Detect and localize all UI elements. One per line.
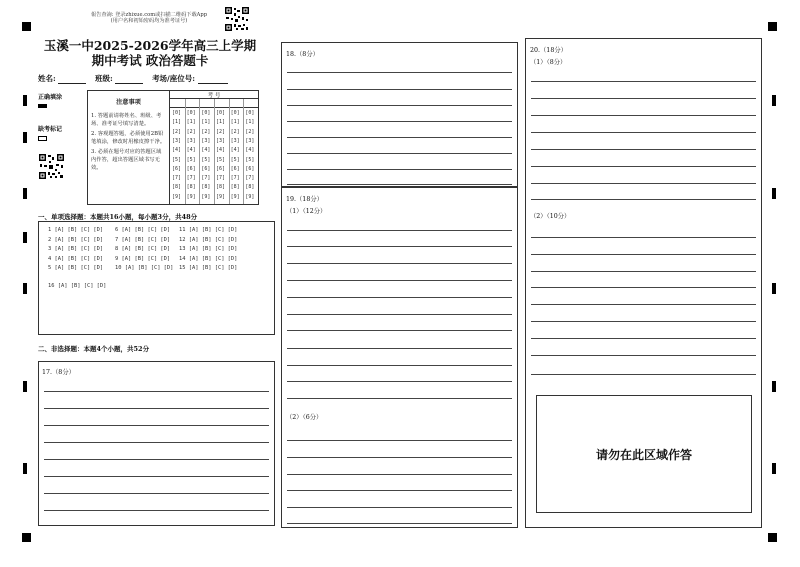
answer-line[interactable] bbox=[44, 510, 269, 511]
answer-line[interactable] bbox=[531, 271, 756, 272]
choice-item[interactable]: 1 [A] [B] [C] [D] bbox=[48, 227, 104, 233]
q19-answer-box[interactable] bbox=[281, 187, 518, 528]
exam-number-bubble[interactable]: [6] bbox=[245, 165, 255, 172]
exam-number-bubble[interactable]: [3] bbox=[230, 137, 240, 144]
answer-line[interactable] bbox=[287, 121, 512, 122]
answer-line[interactable] bbox=[287, 105, 512, 106]
exam-number-bubble[interactable]: [0] bbox=[186, 110, 196, 116]
exam-number-bubble[interactable]: [9] bbox=[201, 193, 211, 200]
timing-mark bbox=[23, 188, 27, 199]
exam-number-bubble[interactable]: [3] bbox=[186, 137, 196, 144]
qr-code-student bbox=[38, 153, 65, 180]
exam-number-bubble[interactable]: [1] bbox=[230, 119, 240, 126]
choice-item[interactable]: 14 [A] [B] [C] [D] bbox=[179, 255, 238, 262]
exam-number-bubble[interactable]: [8] bbox=[186, 184, 196, 191]
notes-item-1: 1. 答题前请将姓名、班级、考场、准考证号填写清楚。 bbox=[91, 113, 162, 127]
exam-number-grid[interactable] bbox=[170, 108, 258, 204]
exam-number-bubble[interactable]: [7] bbox=[245, 175, 255, 182]
exam-number-bubble[interactable]: [1] bbox=[245, 119, 255, 126]
qr-code-top bbox=[224, 6, 250, 32]
choice-item[interactable]: 7 [A] [B] [C] [D] bbox=[115, 236, 171, 243]
timing-mark bbox=[23, 232, 27, 243]
exam-number-bubble[interactable]: [8] bbox=[216, 184, 226, 191]
registration-mark-top-left bbox=[22, 22, 31, 31]
exam-number-heading: 考 号 bbox=[170, 91, 258, 99]
exam-title bbox=[40, 38, 260, 68]
exam-number-bubble[interactable]: [4] bbox=[172, 147, 182, 154]
exam-number-column-divider bbox=[229, 99, 230, 204]
exam-number-bubble[interactable]: [1] bbox=[186, 119, 196, 126]
answer-line[interactable] bbox=[44, 459, 269, 460]
answer-line[interactable] bbox=[287, 348, 512, 349]
q20-answer-box[interactable] bbox=[525, 38, 762, 528]
exam-title-line1: 玉溪一中2025-2026学年高三上学期 bbox=[43, 38, 257, 53]
answer-line[interactable] bbox=[531, 321, 756, 322]
answer-line[interactable] bbox=[531, 183, 756, 184]
q19-part1-label: （1）（12分） bbox=[286, 208, 327, 215]
exam-number-bubble[interactable]: [5] bbox=[216, 156, 226, 163]
timing-mark bbox=[772, 381, 776, 392]
exam-number-bubble[interactable]: [5] bbox=[172, 156, 182, 163]
answer-line[interactable] bbox=[287, 474, 512, 475]
exam-number-bubble[interactable]: [3] bbox=[245, 137, 255, 144]
exam-number-bubble[interactable]: [4] bbox=[230, 147, 240, 154]
answer-line[interactable] bbox=[287, 153, 512, 154]
exam-number-bubble[interactable]: [8] bbox=[245, 184, 255, 191]
notes-panel bbox=[88, 91, 170, 204]
name-field[interactable] bbox=[58, 76, 86, 84]
choice-item-16[interactable]: 16 [A] [B] [C] [D] bbox=[48, 283, 107, 289]
answer-line[interactable] bbox=[287, 490, 512, 491]
absent-mark-box[interactable] bbox=[38, 136, 47, 141]
answer-line[interactable] bbox=[287, 365, 512, 366]
answer-line[interactable] bbox=[531, 98, 756, 99]
answer-line[interactable] bbox=[287, 89, 512, 90]
registration-mark-top-right bbox=[768, 22, 777, 31]
exam-number-bubble[interactable]: [2] bbox=[230, 128, 240, 135]
timing-mark bbox=[772, 463, 776, 474]
exam-number-bubble[interactable]: [3] bbox=[201, 137, 211, 144]
filled-bubble-sample bbox=[38, 104, 47, 108]
timing-mark bbox=[23, 283, 27, 294]
room-seat-field[interactable] bbox=[198, 76, 228, 84]
answer-line[interactable] bbox=[44, 391, 269, 392]
no-answer-zone bbox=[536, 395, 752, 513]
answer-line[interactable] bbox=[531, 374, 756, 375]
exam-number-bubble[interactable]: [2] bbox=[245, 128, 255, 135]
exam-number-bubble[interactable]: [9] bbox=[216, 193, 226, 200]
registration-mark-bottom-right bbox=[768, 533, 777, 542]
q20-part1-label: （1）（8分） bbox=[530, 59, 567, 66]
exam-number-column-divider bbox=[185, 99, 186, 204]
answer-line[interactable] bbox=[531, 355, 756, 356]
exam-number-bubble[interactable]: [1] bbox=[201, 119, 211, 126]
class-field[interactable] bbox=[115, 76, 143, 84]
answer-line[interactable] bbox=[287, 523, 512, 524]
exam-number-bubble[interactable]: [0] bbox=[201, 110, 211, 116]
answer-line[interactable] bbox=[531, 115, 756, 116]
exam-number-bubble[interactable]: [5] bbox=[186, 156, 196, 163]
class-label: 班级: bbox=[95, 74, 113, 83]
notes-and-exam-number-box bbox=[87, 90, 259, 205]
answer-line[interactable] bbox=[287, 297, 512, 298]
choice-item[interactable]: 13 [A] [B] [C] [D] bbox=[179, 246, 238, 252]
exam-number-bubble[interactable]: [8] bbox=[230, 184, 240, 191]
name-label: 姓名: bbox=[38, 74, 56, 83]
answer-line[interactable] bbox=[531, 166, 756, 167]
exam-number-bubble[interactable]: [9] bbox=[245, 193, 255, 200]
answer-line[interactable] bbox=[531, 132, 756, 133]
timing-mark bbox=[772, 188, 776, 199]
timing-mark bbox=[23, 132, 27, 143]
q19-label: 19.（18分） bbox=[286, 196, 323, 203]
answer-line[interactable] bbox=[287, 314, 512, 315]
q18-answer-box[interactable] bbox=[281, 42, 518, 187]
answer-line[interactable] bbox=[531, 237, 756, 238]
choice-item[interactable]: 8 [A] [B] [C] [D] bbox=[115, 246, 171, 252]
answer-line[interactable] bbox=[531, 199, 756, 200]
answer-line[interactable] bbox=[287, 230, 512, 231]
exam-number-bubble[interactable]: [8] bbox=[172, 184, 182, 191]
exam-number-bubble[interactable]: [7] bbox=[230, 175, 240, 182]
answer-line[interactable] bbox=[287, 137, 512, 138]
fill-example-label: 正确填涂 bbox=[38, 94, 63, 101]
exam-number-bubble[interactable]: [9] bbox=[186, 193, 196, 200]
exam-number-bubble[interactable]: [7] bbox=[216, 175, 226, 182]
answer-line[interactable] bbox=[44, 408, 269, 409]
timing-mark bbox=[23, 381, 27, 392]
q19-part2-label: （2）（6分） bbox=[286, 414, 323, 421]
exam-number-bubble[interactable]: [4] bbox=[201, 147, 211, 154]
answer-line[interactable] bbox=[287, 507, 512, 508]
answer-line[interactable] bbox=[44, 442, 269, 443]
choice-item[interactable]: 2 [A] [B] [C] [D] bbox=[48, 236, 104, 243]
q17-label: 17.（8分） bbox=[42, 369, 75, 376]
exam-number-bubble[interactable]: [8] bbox=[201, 184, 211, 191]
exam-number-bubble[interactable]: [0] bbox=[245, 110, 255, 116]
choice-item[interactable]: 6 [A] [B] [C] [D] bbox=[115, 227, 171, 233]
score-query-text bbox=[74, 12, 224, 24]
exam-number-bubble[interactable]: [6] bbox=[201, 165, 211, 172]
section1-title: 一、单项选择题：本题共16小题，每小题3分，共48分 bbox=[38, 213, 198, 221]
answer-line[interactable] bbox=[287, 246, 512, 247]
answer-line[interactable] bbox=[44, 493, 269, 494]
answer-line[interactable] bbox=[287, 169, 512, 170]
timing-mark bbox=[772, 283, 776, 294]
answer-line[interactable] bbox=[287, 280, 512, 281]
exam-number-bubble[interactable]: [0] bbox=[216, 110, 226, 116]
multiple-choice-box bbox=[38, 221, 275, 335]
answer-line[interactable] bbox=[44, 476, 269, 477]
exam-number-bubble[interactable]: [0] bbox=[172, 110, 182, 116]
exam-number-bubble[interactable]: [1] bbox=[172, 119, 182, 126]
choice-item[interactable]: 3 [A] [B] [C] [D] bbox=[48, 246, 104, 252]
answer-line[interactable] bbox=[287, 263, 512, 264]
exam-number-bubble[interactable]: [7] bbox=[201, 175, 211, 182]
answer-line[interactable] bbox=[287, 440, 512, 441]
exam-title-line2: 期中考试 政治答题卡 bbox=[91, 53, 209, 68]
exam-number-bubble[interactable]: [7] bbox=[172, 175, 182, 182]
timing-mark bbox=[23, 95, 27, 106]
exam-number-bubble[interactable]: [2] bbox=[216, 128, 226, 135]
notes-heading: 注意事项 bbox=[116, 99, 141, 106]
exam-number-column-divider bbox=[214, 99, 215, 204]
exam-number-bubble[interactable]: [9] bbox=[172, 193, 182, 200]
answer-line[interactable] bbox=[287, 398, 512, 399]
exam-number-bubble[interactable]: [5] bbox=[201, 156, 211, 163]
absent-mark bbox=[38, 124, 62, 141]
exam-number-bubble[interactable]: [6] bbox=[186, 165, 196, 172]
exam-number-bubble[interactable]: [2] bbox=[172, 128, 182, 135]
choice-item[interactable]: 9 [A] [B] [C] [D] bbox=[115, 255, 171, 262]
answer-line[interactable] bbox=[531, 149, 756, 150]
q20-label: 20.（18分） bbox=[530, 47, 567, 54]
notes-item-3: 3. 必须在题号对应的答题区域内作答，超出答题区域书写无效。 bbox=[91, 149, 162, 171]
exam-number-bubble[interactable]: [3] bbox=[172, 137, 182, 144]
choice-item[interactable]: 15 [A] [B] [C] [D] bbox=[179, 265, 238, 271]
timing-mark bbox=[23, 463, 27, 474]
answer-line[interactable] bbox=[287, 184, 512, 185]
answer-line[interactable] bbox=[287, 72, 512, 73]
room-seat-label: 考场/座位号: bbox=[152, 74, 196, 83]
exam-number-bubble[interactable]: [4] bbox=[216, 147, 226, 154]
answer-line[interactable] bbox=[287, 457, 512, 458]
exam-number-bubble[interactable]: [3] bbox=[216, 137, 226, 144]
answer-line[interactable] bbox=[531, 338, 756, 339]
exam-number-bubble[interactable]: [6] bbox=[216, 165, 226, 172]
q20-part2-label: （2）（10分） bbox=[530, 213, 571, 220]
choice-item[interactable]: 11 [A] [B] [C] [D] bbox=[179, 227, 238, 233]
q18-label: 18.（8分） bbox=[286, 51, 319, 58]
answer-line[interactable] bbox=[287, 330, 512, 331]
student-info-row bbox=[38, 73, 278, 84]
exam-number-bubble[interactable]: [5] bbox=[230, 156, 240, 163]
timing-mark bbox=[772, 95, 776, 106]
section2-title: 二、非选择题：本题4个小题，共52分 bbox=[38, 345, 150, 353]
registration-mark-bottom-left bbox=[22, 533, 31, 542]
exam-number-bubble[interactable]: [6] bbox=[172, 165, 182, 172]
exam-number-bubble[interactable]: [1] bbox=[216, 119, 226, 126]
choice-item[interactable]: 4 [A] [B] [C] [D] bbox=[48, 255, 104, 262]
answer-line[interactable] bbox=[531, 254, 756, 255]
exam-number-column-divider bbox=[199, 99, 200, 204]
answer-line[interactable] bbox=[531, 304, 756, 305]
choice-item[interactable]: 10 [A] [B] [C] [D] bbox=[115, 265, 174, 271]
exam-number-bubble[interactable]: [2] bbox=[201, 128, 211, 135]
exam-number-bubble[interactable]: [0] bbox=[230, 110, 240, 116]
no-answer-zone-text: 请勿在此区域作答 bbox=[595, 447, 692, 462]
score-query-line1: 報告查詢: 登录zhixue.com或扫描二维码下载App bbox=[90, 12, 208, 18]
exam-number-bubble[interactable]: [7] bbox=[186, 175, 196, 182]
answer-line[interactable] bbox=[44, 425, 269, 426]
exam-number-bubble[interactable]: [4] bbox=[186, 147, 196, 154]
q17-answer-box[interactable] bbox=[38, 361, 275, 526]
notes-item-2: 2. 客观题答题，必须使用2B铅笔填涂，修改时用橡皮擦干净。 bbox=[91, 131, 166, 145]
exam-number-bubble[interactable]: [9] bbox=[230, 193, 240, 200]
choice-item[interactable]: 12 [A] [B] [C] [D] bbox=[179, 236, 238, 243]
exam-number-column-divider bbox=[243, 99, 244, 204]
absent-mark-label: 缺考标记 bbox=[38, 126, 63, 133]
fill-example bbox=[38, 92, 62, 108]
answer-line[interactable] bbox=[287, 381, 512, 382]
exam-number-bubble[interactable]: [4] bbox=[245, 147, 255, 154]
exam-number-bubble[interactable]: [2] bbox=[186, 128, 196, 135]
answer-line[interactable] bbox=[531, 287, 756, 288]
answer-line[interactable] bbox=[531, 81, 756, 82]
score-query-line2: (用户名和初始密码均为准考证号) bbox=[110, 18, 188, 25]
choice-item[interactable]: 5 [A] [B] [C] [D] bbox=[48, 265, 104, 271]
exam-number-bubble[interactable]: [6] bbox=[230, 165, 240, 172]
exam-number-bubble[interactable]: [5] bbox=[245, 156, 255, 163]
